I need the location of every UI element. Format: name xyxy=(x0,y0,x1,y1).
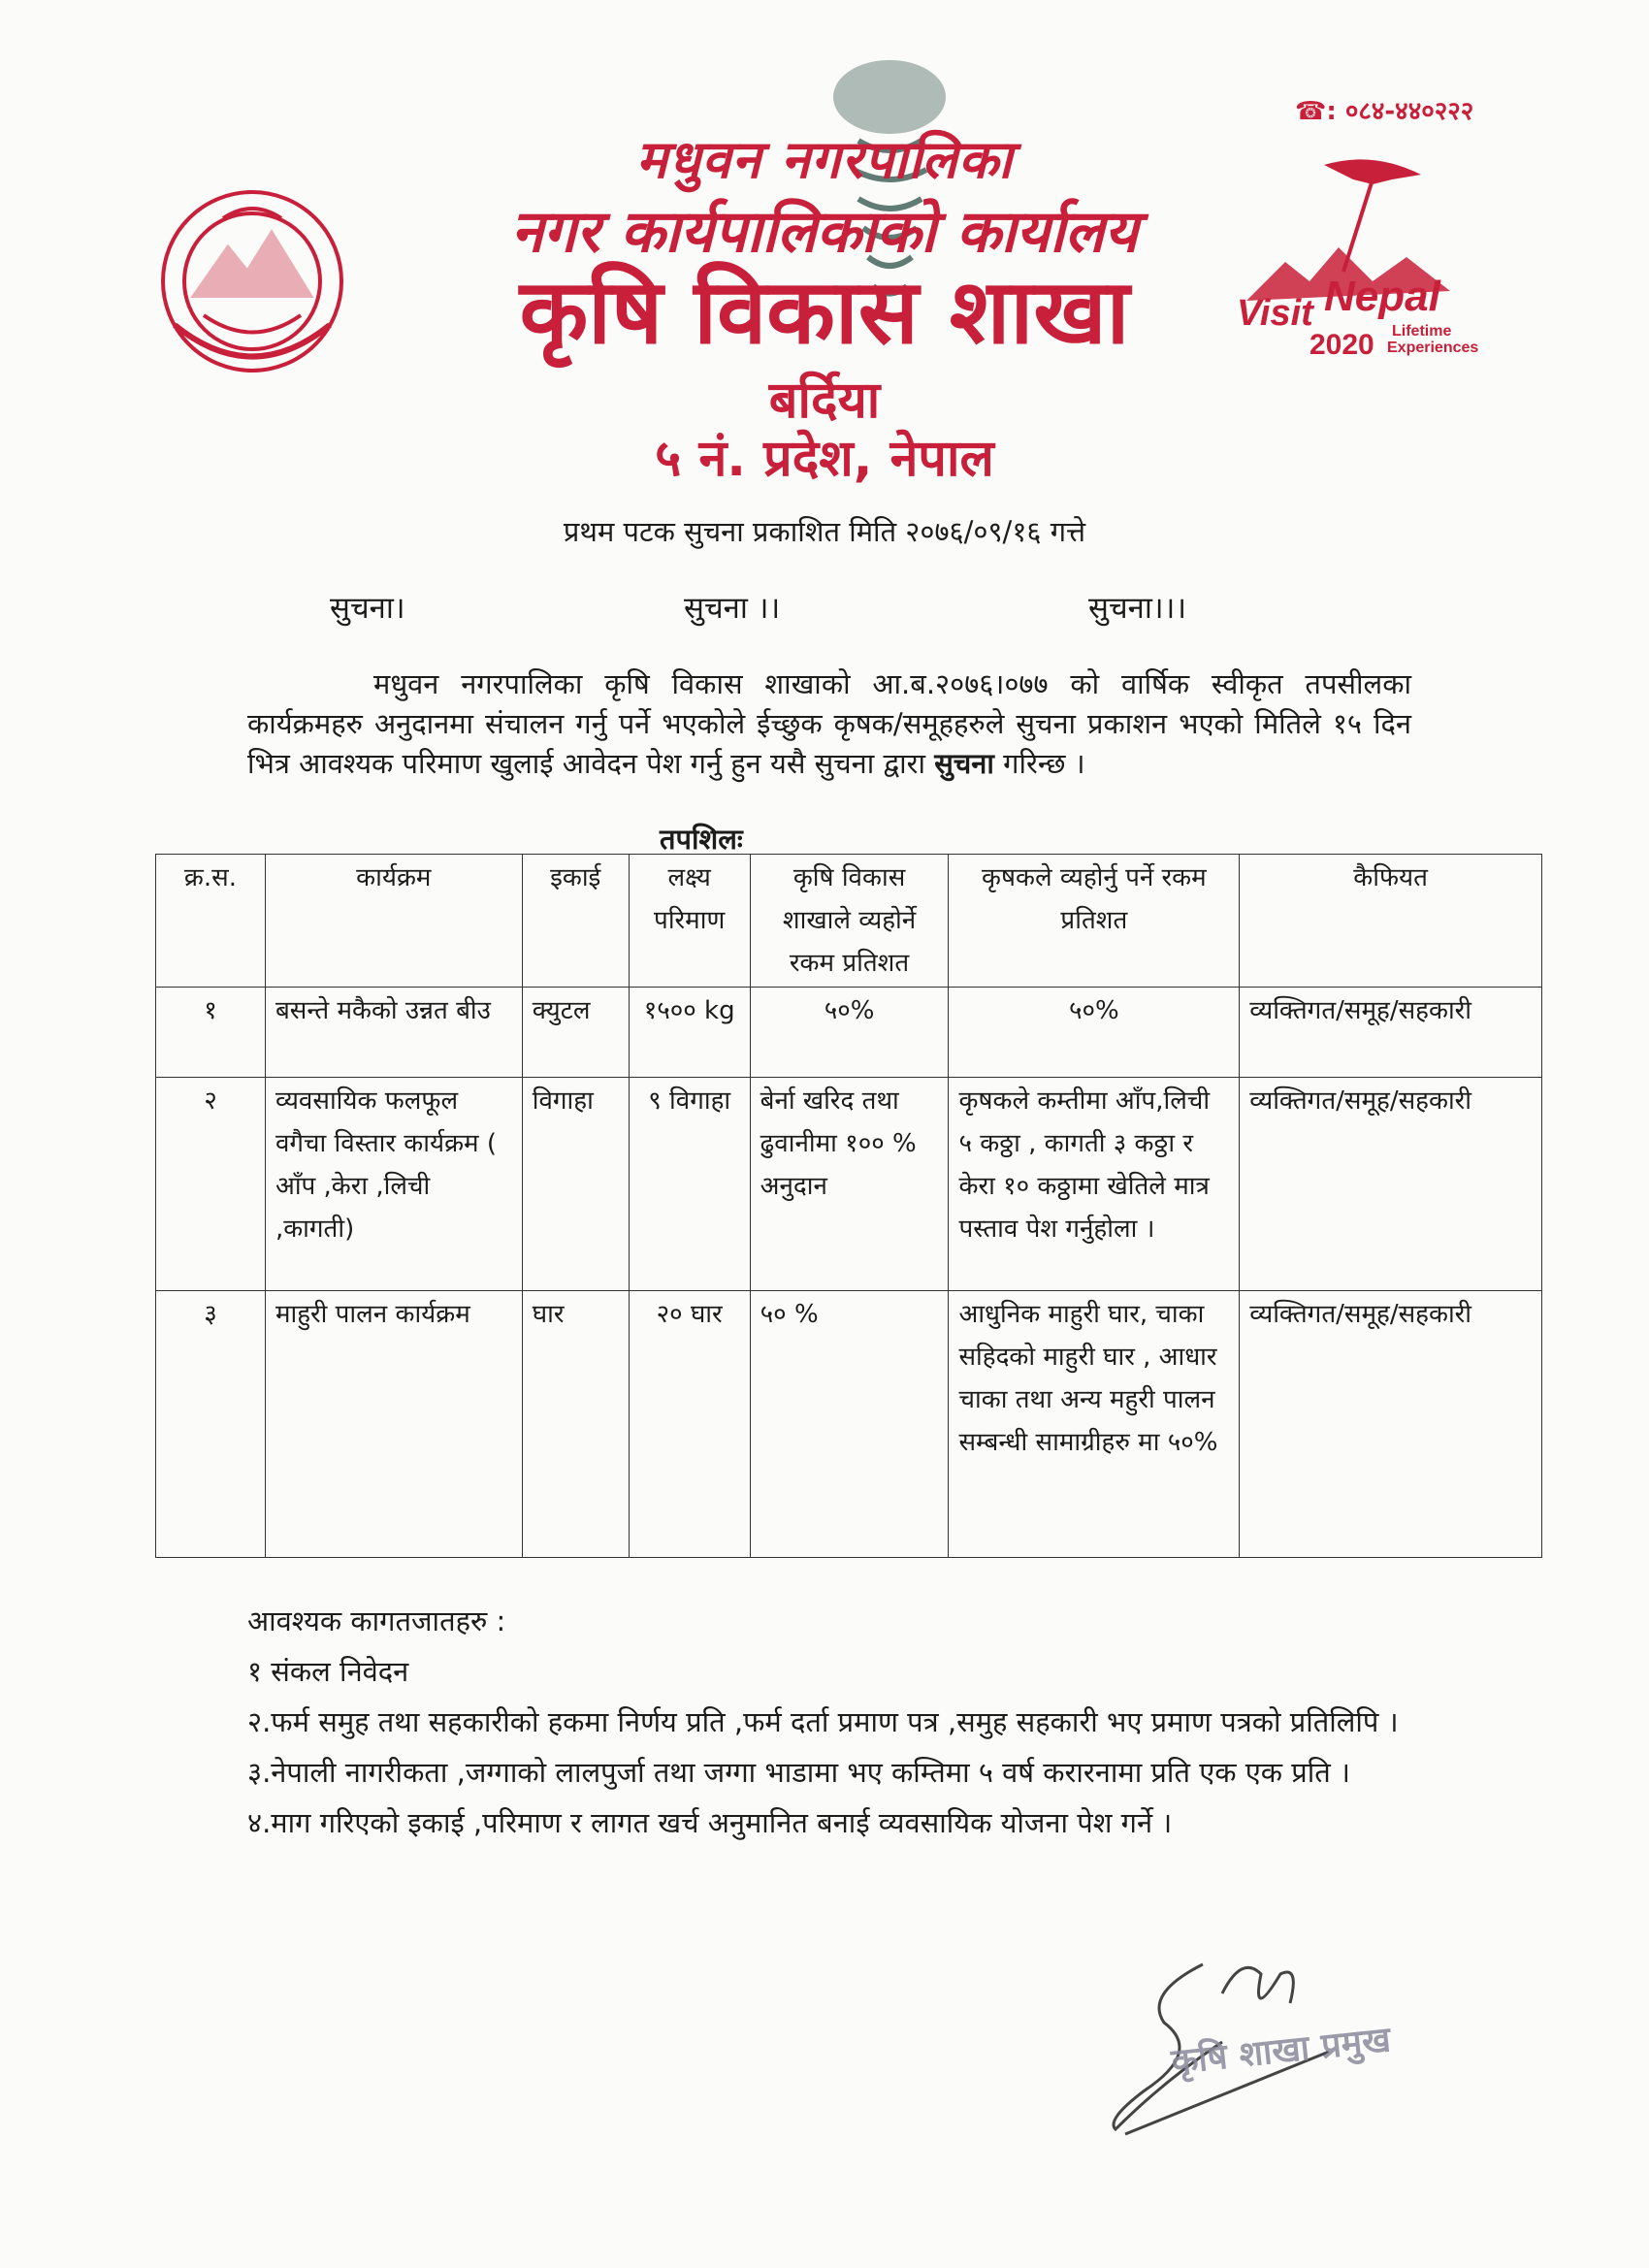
table-row xyxy=(156,1078,1542,1291)
table-row xyxy=(156,988,1542,1078)
district-name: बर्दिया xyxy=(768,372,881,430)
document-item: ३.नेपाली नागरीकता ,जग्गाको लालपुर्जा तथा जग्गा भाडामा भए कम्तिमा ५ वर्ष करारनामा प्रति एक एक प्रति । xyxy=(247,1756,1350,1789)
header-farmer-share: कृषकले व्यहोर्नु पर्ने रकम प्रतिशत xyxy=(949,855,1240,988)
cell-serial: ३ xyxy=(156,1291,266,1558)
cell-program: माहुरी पालन कार्यक्रम xyxy=(265,1291,522,1558)
header-remarks: कैफियत xyxy=(1240,855,1542,988)
notice-label-1: सुचना। xyxy=(330,591,405,626)
cell-target: १५०० kg xyxy=(629,988,750,1078)
cell-branch-share: ५० % xyxy=(750,1291,949,1558)
cell-target: ९ विगाहा xyxy=(629,1078,750,1291)
table-header-row xyxy=(156,855,1542,988)
table-row xyxy=(156,1291,1542,1558)
cell-remarks: व्यक्तिगत/समूह/सहकारी xyxy=(1240,988,1542,1078)
intro-paragraph xyxy=(247,664,1411,784)
cell-farmer-share: आधुनिक माहुरी घार, चाका सहिदको माहुरी घार , आधार चाका तथा अन्य महुरी पालन सम्बन्धी सामाग्रीहरु मा ५०% xyxy=(949,1291,1240,1558)
header-branch-share: कृषि विकास शाखाले व्यहोर्ने रकम प्रतिशत xyxy=(750,855,949,988)
document-item: ४.माग गरिएको इकाई ,परिमाण र लागत खर्च अनुमानित बनाई व्यवसायिक योजना पेश गर्ने । xyxy=(247,1806,1173,1839)
cell-remarks: व्यक्तिगत/समूह/सहकारी xyxy=(1240,1078,1542,1291)
logo-text-nepal: Nepal xyxy=(1324,273,1440,320)
table-caption: तपशिलः xyxy=(660,823,743,856)
cell-remarks: व्यक्तिगत/समूह/सहकारी xyxy=(1240,1291,1542,1558)
cell-target: २० घार xyxy=(629,1291,750,1558)
cell-program: बसन्ते मकैको उन्नत बीउ xyxy=(265,988,522,1078)
cell-branch-share: ५०% xyxy=(750,988,949,1078)
header-serial: क्र.स. xyxy=(156,855,266,988)
header-target: लक्ष्य परिमाण xyxy=(629,855,750,988)
phone-number: ☎: ०८४-४४०२२२ xyxy=(1295,97,1474,126)
cell-serial: १ xyxy=(156,988,266,1078)
logo-text-lifetime: Lifetime xyxy=(1392,323,1452,340)
cell-serial: २ xyxy=(156,1078,266,1291)
branch-name: कृषि विकास शाखा xyxy=(519,260,1130,364)
cell-program: व्यवसायिक फलफूल वगैचा विस्तार कार्यक्रम ( आँप ,केरा ,लिची ,कागती) xyxy=(265,1078,522,1291)
document-item: १ संकल निवेदन xyxy=(247,1655,409,1688)
required-documents xyxy=(247,1596,1440,1848)
header-unit: इकाई xyxy=(522,855,629,988)
intro-tail: गरिन्छ । xyxy=(1003,747,1085,780)
cell-unit: विगाहा xyxy=(522,1078,629,1291)
notice-label-2: सुचना ।। xyxy=(684,591,781,626)
cell-branch-share: बेर्ना खरिद तथा ढुवानीमा १०० % अनुदान xyxy=(750,1078,949,1291)
program-table xyxy=(155,854,1542,1558)
logo-text-year: 2020 xyxy=(1310,329,1374,361)
province-name: ५ नं. प्रदेश, नेपाल xyxy=(655,430,994,488)
cell-farmer-share: ५०% xyxy=(949,988,1240,1078)
cell-farmer-share: कृषकले कम्तीमा आँप,लिची ५ कठ्ठा , कागती ३ कठ्ठा र केरा १० कठ्ठामा खेतिले मात्र पस्ताव पेश गर्नुहोला । xyxy=(949,1078,1240,1291)
header-program: कार्यक्रम xyxy=(265,855,522,988)
documents-title: आवश्यक कागतजातहरु : xyxy=(247,1604,506,1637)
logo-text-visit: Visit xyxy=(1237,293,1313,334)
signature-stamp: कृषि शाखा प्रमुख xyxy=(1169,2020,1393,2083)
document-item: २.फर्म समुह तथा सहकारीको हकमा निर्णय प्रति ,फर्म दर्ता प्रमाण पत्र ,समुह सहकारी भए प्रमाण पत्रको प्रतिलिपि । xyxy=(247,1705,1399,1738)
notice-label-3: सुचना।।। xyxy=(1088,591,1187,626)
cell-unit: क्युटल xyxy=(522,988,629,1078)
intro-text: मधुवन नगरपालिका कृषि विकास शाखाको आ.ब.२०७६।०७७ को वार्षिक स्वीकृत तपसीलका कार्यक्रमहरु अनुदानमा संचालन गर्नु पर्ने भएकोले ईच्छुक कृषक/समूहहरुले सुचना प्रकाशन भएको मितिले १५ दिन भित्र आवश्यक परिमाण खुलाई आवेदन पेश गर्नु हुन यसै सुचना द्वारा xyxy=(247,667,1411,780)
logo-text-experiences: Experiences xyxy=(1387,340,1479,356)
office-name: नगर कार्यपालिकाको कार्यालय xyxy=(510,198,1139,266)
intro-bold-word: सुचना xyxy=(934,747,994,780)
publication-date: प्रथम पटक सुचना प्रकाशित मिति २०७६/०९/१६ गत्ते xyxy=(563,515,1086,548)
cell-unit: घार xyxy=(522,1291,629,1558)
municipality-name: मधुवन नगरपालिका xyxy=(635,129,1014,190)
